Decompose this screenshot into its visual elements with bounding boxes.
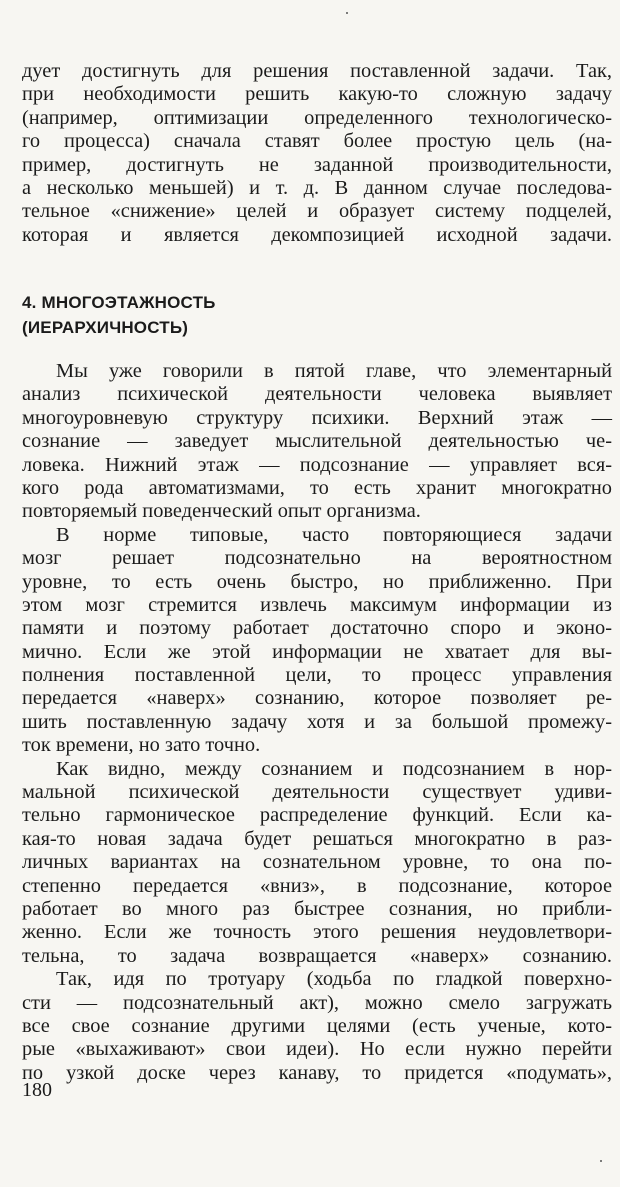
text-line: кого рода автоматизмами, то есть хранит многократно (22, 476, 612, 499)
text-line: мальной психической деятельности существует удиви- (22, 781, 612, 804)
text-line: передается «наверх» сознанию, которое позволяет ре- (22, 687, 612, 710)
text-line: Так, идя по тротуару (ходьба по гладкой поверхно- (56, 968, 612, 991)
section-body (22, 360, 612, 1085)
text-line: сознание — заведует мыслительной деятельностью че- (22, 430, 612, 453)
text-line: памяти и поэтому работает достаточно споро и эконо- (22, 617, 612, 640)
text-line: полнения поставленной цели, то процесс управления (22, 664, 612, 687)
text-line: ток времени, но зато точно. (22, 734, 261, 757)
text-line: го процесса) сначала ставят более простую цель (на- (22, 130, 612, 153)
section-heading-line: (ИЕРАРХИЧНОСТЬ) (22, 318, 189, 337)
text-line: которая и является декомпозицией исходной задачи. (22, 223, 612, 246)
intro-paragraph (22, 60, 612, 247)
text-line: сти — подсознательный акт), можно смело загружать (22, 991, 612, 1014)
section-heading-line: 4. МНОГОЭТАЖНОСТЬ (22, 293, 216, 312)
text-line: уровне, то есть очень быстро, но приближенно. При (22, 570, 612, 593)
print-speck (346, 12, 348, 14)
print-speck (600, 1160, 602, 1162)
text-line: пример, достигнуть не заданной производительности, (22, 153, 612, 176)
text-line: ловека. Нижний этаж — подсознание — управляет вся- (22, 453, 612, 476)
text-line: тельное «снижение» целей и образует систему подцелей, (22, 200, 612, 223)
text-line: шить поставленную задачу хотя и за большой промежу- (22, 710, 612, 733)
text-line: Мы уже говорили в пятой главе, что элементарный (56, 360, 612, 382)
text-line: а несколько меньшей) и т. д. В данном случае последова- (22, 176, 612, 199)
text-line: работает во много раз быстрее сознания, но прибли- (22, 897, 612, 920)
text-line: мично. Если же этой информации не хватает для вы- (22, 640, 612, 663)
text-line: женно. Если же точность этого решения неудовлетвори- (22, 921, 612, 944)
text-line: тельна, то задача возвращается «наверх» сознанию. (22, 944, 612, 967)
text-line: тельно гармоническое распределение функций. Если ка- (22, 804, 612, 827)
text-line: В норме типовые, часто повторяющиеся задачи (56, 523, 612, 546)
text-line: анализ психической деятельности человека выявляет (22, 383, 612, 406)
text-line: личных вариантах на сознательном уровне, то она по- (22, 851, 612, 874)
text-line: (например, оптимизации определенного технологическо- (22, 106, 612, 129)
text-line: Как видно, между сознанием и подсознанием в нор- (56, 757, 612, 780)
text-line: кая-то новая задача будет решаться многократно в раз- (22, 827, 612, 850)
text-line: все свое сознание другими целями (есть ученые, кото- (22, 1014, 612, 1037)
text-line: мозг решает подсознательно на вероятностном (22, 547, 612, 570)
text-line: степенно передается «вниз», в подсознание, которое (22, 874, 612, 897)
page-number: 180 (22, 1079, 52, 1101)
text-line: этом мозг стремится извлечь максимум информации из (22, 593, 612, 616)
text-line: рые «выхаживают» свои идеи). Но если нужно перейти (22, 1038, 612, 1061)
text-line: многоуровневую структуру психики. Верхний этаж — (22, 406, 612, 429)
text-line: дует достигнуть для решения поставленной задачи. Так, (22, 60, 612, 82)
section-heading (22, 290, 216, 340)
text-line: при необходимости решить какую-то сложную задачу (22, 83, 612, 106)
text-line: повторяемый поведенческий опыт организма. (22, 500, 421, 523)
text-line: по узкой доске через канаву, то придется «подумать», (22, 1061, 612, 1084)
